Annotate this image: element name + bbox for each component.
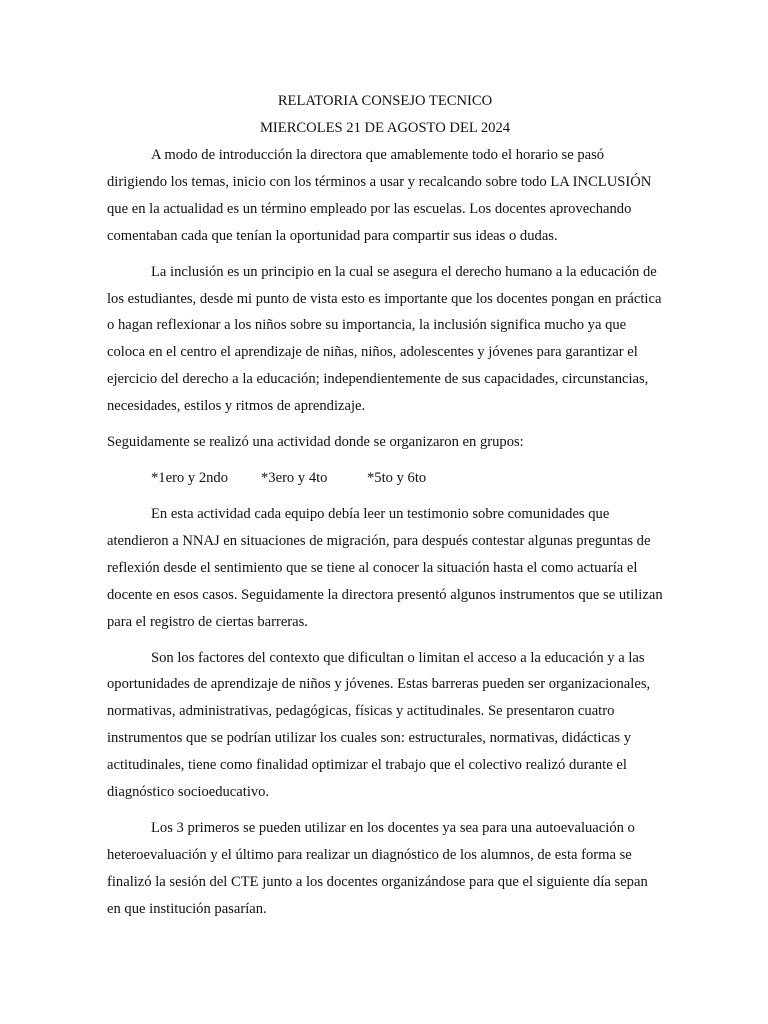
groups-list (107, 465, 663, 492)
paragraph-introduction: A modo de introducción la directora que amablemente todo el horario se pasó dirigiendo los temas, inicio con los términos a usar y recalcando sobre todo LA INCLUSIÓN que en la actualidad es un término empleado por las escuelas. Los docentes aprovechando comentaban cada que tenían la oportunidad para compartir sus ideas o dudas. (107, 147, 652, 244)
paragraph-barriers: Son los factores del contexto que dificultan o limitan el acceso a la educación y a las oportunidades de aprendizaje de niños y jóvenes. Estas barreras pueden ser organizacionales, normativas, administrativas, pedagógicas, físicas y actitudinales. Se presentaron cuatro instrumentos que se podrían utilizar los cuales son: estructurales, normativas, didácticas y actitudinales, tiene como finalidad optimizar el trabajo que el colectivo realizó durante el diagnóstico socioeducativo. (107, 649, 651, 801)
paragraph-conclusion: Los 3 primeros se pueden utilizar en los docentes ya sea para una autoevaluación o heteroevaluación y el último para realizar un diagnóstico de los alumnos, de esta forma se finalizó la sesión del CTE junto a los docentes organizándose para que el siguiente día sepan en que institución pasarían. (107, 819, 648, 917)
paragraph-activity: Seguidamente se realizó una actividad donde se organizaron en grupos: (107, 434, 524, 451)
group-item: *1ero y 2ndo (151, 469, 229, 486)
document-body (107, 88, 663, 923)
document-date: MIERCOLES 21 DE AGOSTO DEL 2024 (259, 120, 511, 136)
group-item: *5to y 6to (367, 469, 427, 486)
paragraph-testimony: En esta actividad cada equipo debía leer un testimonio sobre comunidades que atendieron a NNAJ en situaciones de migración, para después contestar algunas preguntas de reflexión desde el sentimiento que se tiene al conocer la situación hasta el como actuaría el docente en esos casos. Seguidamente la directora presentó algunos instrumentos que se utilizan para el registro de ciertas barreras. (107, 505, 663, 630)
document-title: RELATORIA CONSEJO TECNICO (277, 93, 493, 109)
group-item: *3ero y 4to (261, 469, 328, 486)
paragraph-inclusion: La inclusión es un principio en la cual se asegura el derecho humano a la educación de los estudiantes, desde mi punto de vista esto es importante que los docentes pongan en práctica o hagan reflexionar a los niños sobre su importancia, la inclusión significa mucho ya que coloca en el centro el aprendizaje de niñas, niños, adolescentes y jóvenes para garantizar el ejercicio del derecho a la educación; independientemente de sus capacidades, circunstancias, necesidades, estilos y ritmos de aprendizaje. (107, 263, 662, 415)
